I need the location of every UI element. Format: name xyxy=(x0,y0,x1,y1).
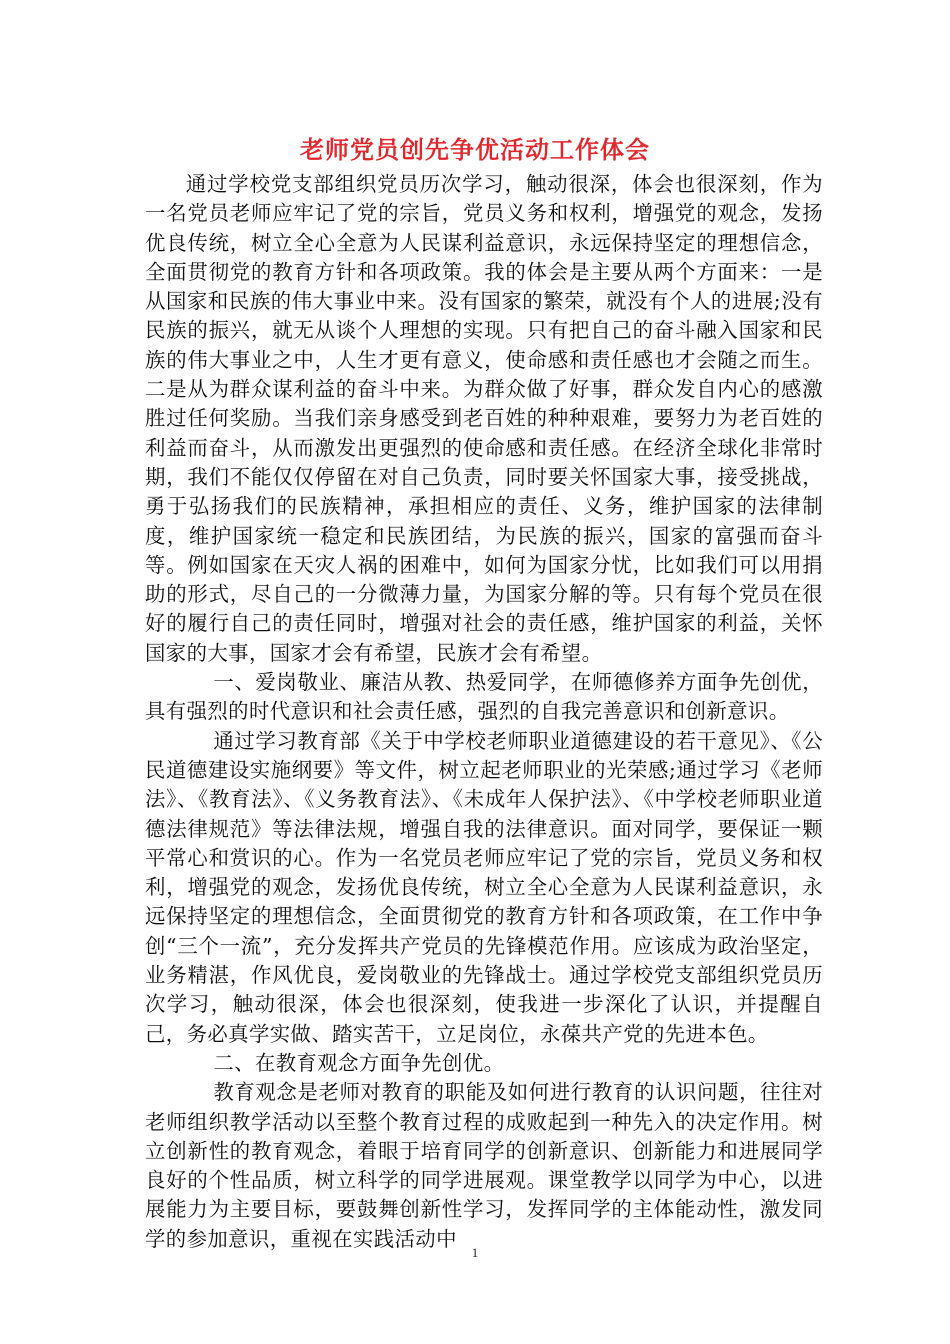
paragraph-section-one-heading: 一、爱岗敬业、廉洁从教、热爱同学，在师德修养方面争先创优，具有强烈的时代意识和社会责任感，强烈的自我完善意识和创新意识。 xyxy=(145,670,823,724)
document-title: 老师党员创先争优活动工作体会 xyxy=(300,136,650,164)
document-body xyxy=(145,170,823,1254)
paragraph-section-one-body: 通过学习教育部《关于中学校老师职业道德建设的若干意见》、《公民道德建设实施纲要》等文件，树立起老师职业的光荣感;通过学习《老师法》、《教育法》、《义务教育法》、《未成年人保护法》、《中学校老师职业道德法律规范》等法律法规，增强自我的法律意识。面对同学，要保证一颗平常心和赏识的心。作为一名党员老师应牢记了党的宗旨，党员义务和权利，增强党的观念，发扬优良传统，树立全心全意为人民谋利益意识，永远保持坚定的理想信念，全面贯彻党的教育方针和各项政策，在工作中争创“三个一流”，充分发挥共产党员的先锋模范作用。应该成为政治坚定，业务精湛，作风优良，爱岗敬业的先锋战士。通过学校党支部组织党员历次学习，触动很深，体会也很深刻，使我进一步深化了认识，并提醒自己，务必真学实做、踏实苦干，立足岗位，永葆共产党的先进本色。 xyxy=(145,728,823,1046)
paragraph-section-two-body: 教育观念是老师对教育的职能及如何进行教育的认识问题，往往对老师组织教学活动以至整个教育过程的成败起到一种先入的决定作用。树立创新性的教育观念，着眼于培育同学的创新意识、创新能力和进展同学良好的个性品质，树立科学的同学进展观。课堂教学以同学为中心，以进展能力为主要目标，要鼓舞创新性学习，发挥同学的主体能动性，激发同学的参加意识，重视在实践活动中 xyxy=(145,1080,823,1251)
paragraph-intro: 通过学校党支部组织党员历次学习，触动很深，体会也很深刻，作为一名党员老师应牢记了党的宗旨，党员义务和权利，增强党的观念，发扬优良传统，树立全心全意为人民谋利益意识，永远保持坚定的理想信念，全面贯彻党的教育方针和各项政策。我的体会是主要从两个方面来：一是从国家和民族的伟大事业中来。没有国家的繁荣，就没有个人的进展;没有民族的振兴，就无从谈个人理想的实现。只有把自己的奋斗融入国家和民族的伟大事业之中，人生才更有意义，使命感和责任感也才会随之而生。二是从为群众谋利益的奋斗中来。为群众做了好事，群众发自内心的感激胜过任何奖励。当我们亲身感受到老百姓的种种艰难，要努力为老百姓的利益而奋斗，从而激发出更强烈的使命感和责任感。在经济全球化非常时期，我们不能仅仅停留在对自己负责，同时要关怀国家大事，接受挑战，勇于弘扬我们的民族精神，承担相应的责任、义务，维护国家的法律制度，维护国家统一稳定和民族团结，为民族的振兴，国家的富强而奋斗等。例如国家在天灾人祸的困难中，如何为国家分忧，比如我们可以用捐助的形式，尽自己的一分微薄力量，为国家分解的等。只有每个党员在很好的履行自己的责任同时，增强对社会的责任感，维护国家的利益，关怀国家的大事，国家才会有希望，民族才会有希望。 xyxy=(145,172,823,665)
page-number: 1 xyxy=(471,1245,479,1260)
paragraph-section-two-heading: 二、在教育观念方面争先创优。 xyxy=(213,1050,505,1075)
